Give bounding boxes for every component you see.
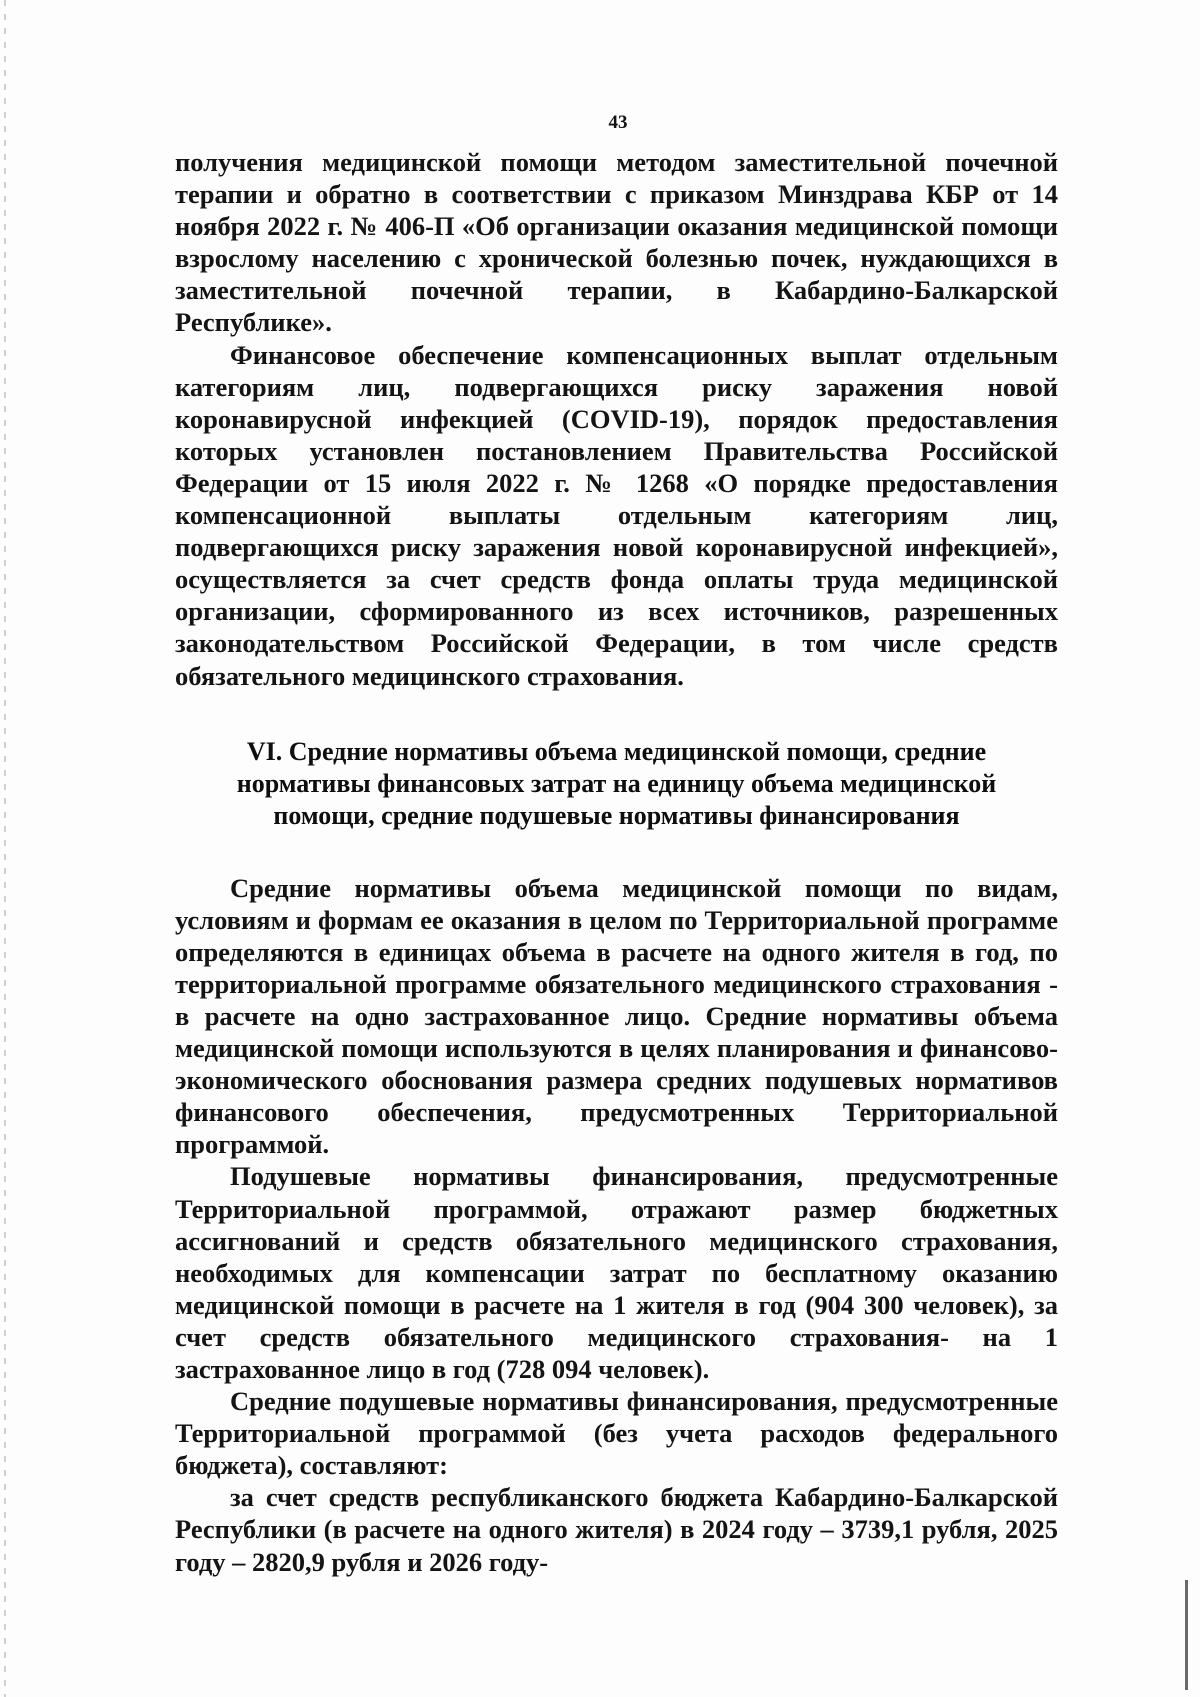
scan-edge-left [4, 0, 6, 1697]
section-heading [175, 736, 1058, 832]
paragraph-republic-budget: за счет средств республиканского бюджета Кабардино-Балкарской Республики (в расчете на одного жителя) в 2024 году – 3739,1 рубля, 2025 году – 2820,9 рубля и 2026 году- [175, 1482, 1058, 1577]
paragraph-average-per-capita: Средние подушевые нормативы финансирования, предусмотренные Территориальной программой (без учета расходов федерального бюджета), составляют: [175, 1386, 1058, 1481]
paragraph-volume-standards: Средние нормативы объема медицинской помощи по видам, условиям и формам ее оказания в целом по Территориальной программе определяются в единицах объема в расчете на одного жителя в год, по территориальной программе обязательного медицинского страхования - в расчете на одно застрахованное лицо. Средние нормативы объема медицинской помощи используются в целях планирования и финансово-экономического обоснования размера средних подушевых нормативов финансового обеспечения, предусмотренных Территориальной программой. [175, 872, 1058, 1160]
page-number: 43 [608, 112, 628, 133]
paragraph-covid-compensation: Финансовое обеспечение компенсационных выплат отдельным категориям лиц, подвергающихся риску заражения новой коронавирусной инфекцией (COVID-19), порядок предоставления которых установлен постановлением Правительства Российской Федерации от 15 июля 2022 г. № 1268 «О порядке предоставления компенсационной выплаты отдельным категориям лиц, подвергающихся риску заражения новой коронавирусной инфекцией», осуществляется за счет средств фонда оплаты труда медицинской организации, сформированного из всех источников, разрешенных законодательством Российской Федерации, в том числе средств обязательного медицинского страхования. [175, 339, 1058, 691]
paragraph-per-capita-standards: Подушевые нормативы финансирования, предусмотренные Территориальной программой, отражают размер бюджетных ассигнований и средств обязательного медицинского страхования, необходимых для компенсации затрат по бесплатному оказанию медицинской помощи в расчете на 1 жителя в год (904 300 человек), за счет средств обязательного медицинского страхования- на 1 застрахованное лицо в год (728 094 человек). [175, 1161, 1058, 1384]
section-heading-line-2: нормативы финансовых затрат на единицу объема медицинской [236, 768, 997, 798]
scan-edge-right [1185, 1580, 1188, 1690]
paragraph-continuation: получения медицинской помощи методом заместительной почечной терапии и обратно в соответствии с приказом Минздрава КБР от 14 ноября 2022 г. № 406-П «Об организации оказания медицинской помощи взрослому населению с хронической болезнью почек, нуждающихся в заместительной почечной терапии, в Кабардино-Балкарской Республике». [175, 147, 1058, 338]
section-heading-line-1: VI. Средние нормативы объема медицинской помощи, средние [246, 736, 987, 766]
document-body [175, 146, 1058, 1578]
section-heading-line-3: помощи, средние подушевые нормативы финансирования [273, 800, 960, 830]
